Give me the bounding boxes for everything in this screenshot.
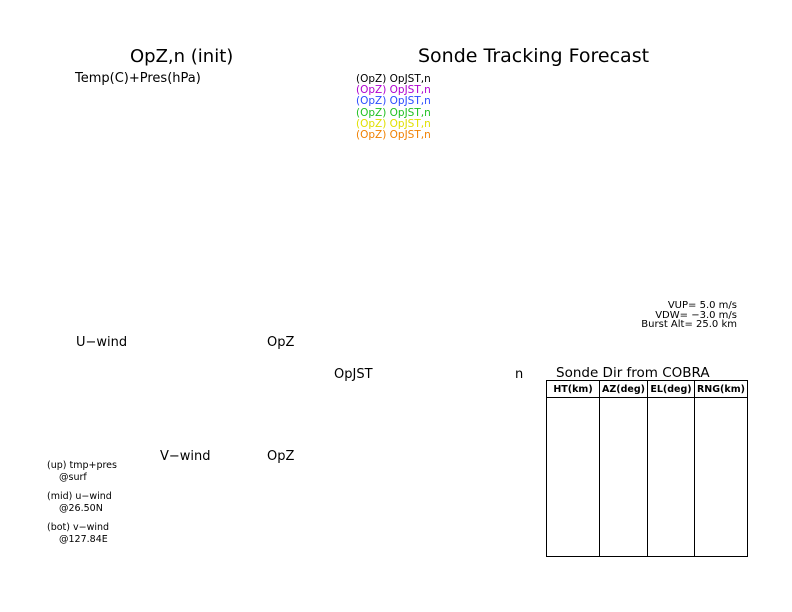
opjst-label: OpJST [334,367,373,382]
sonde-parameters [641,301,737,330]
legend-entry: (OpZ) OpJST,n [356,73,431,85]
note-mid-sub: @26.50N [59,502,103,514]
note-bot-sub: @127.84E [59,533,108,545]
legend-entry: (OpZ) OpJST,n [356,129,431,142]
rng-column-cells [694,398,747,557]
panel-notes [47,460,117,545]
note-mid: (mid) u−wind [47,491,112,502]
az-column-cells [600,398,648,557]
left-subtitle: Temp(C)+Pres(hPa) [75,71,201,86]
column-header-az: AZ(deg) [600,381,648,398]
left-title: OpZ,n (init) [130,46,234,67]
column-header-el: EL(deg) [647,381,694,398]
burst-alt-value: Burst Alt= 25.0 km [641,319,737,330]
ht-column-cells [547,398,600,557]
u-wind-label: U−wind [76,335,128,350]
note-up-sub: @surf [59,471,87,483]
legend-entry: (OpZ) OpJST,n [356,95,431,108]
sonde-direction-table [546,380,748,557]
n-label: n [515,367,524,382]
vdw-value: VDW= −3.0 m/s [655,309,737,321]
v-wind-label: V−wind [160,449,211,464]
table-title: Sonde Dir from COBRA [556,365,710,381]
main-title: Sonde Tracking Forecast [418,45,650,67]
v-wind-opz-label: OpZ [267,449,295,464]
u-wind-opz-label: OpZ [267,335,295,350]
column-header-ht: HT(km) [547,381,600,398]
legend-entry: (OpZ) OpJST,n [356,84,431,97]
column-header-rng: RNG(km) [694,381,747,398]
el-column-cells [647,398,694,557]
note-bot: (bot) v−wind [47,522,110,533]
sonde-direction-panel [546,365,748,557]
legend-entry: (OpZ) OpJST,n [356,117,431,130]
legend [356,74,431,141]
legend-entry: (OpZ) OpJST,n [356,106,431,119]
note-up: (up) tmp+pres [47,460,117,471]
vup-value: VUP= 5.0 m/s [667,300,737,311]
table-body-row [547,398,748,557]
